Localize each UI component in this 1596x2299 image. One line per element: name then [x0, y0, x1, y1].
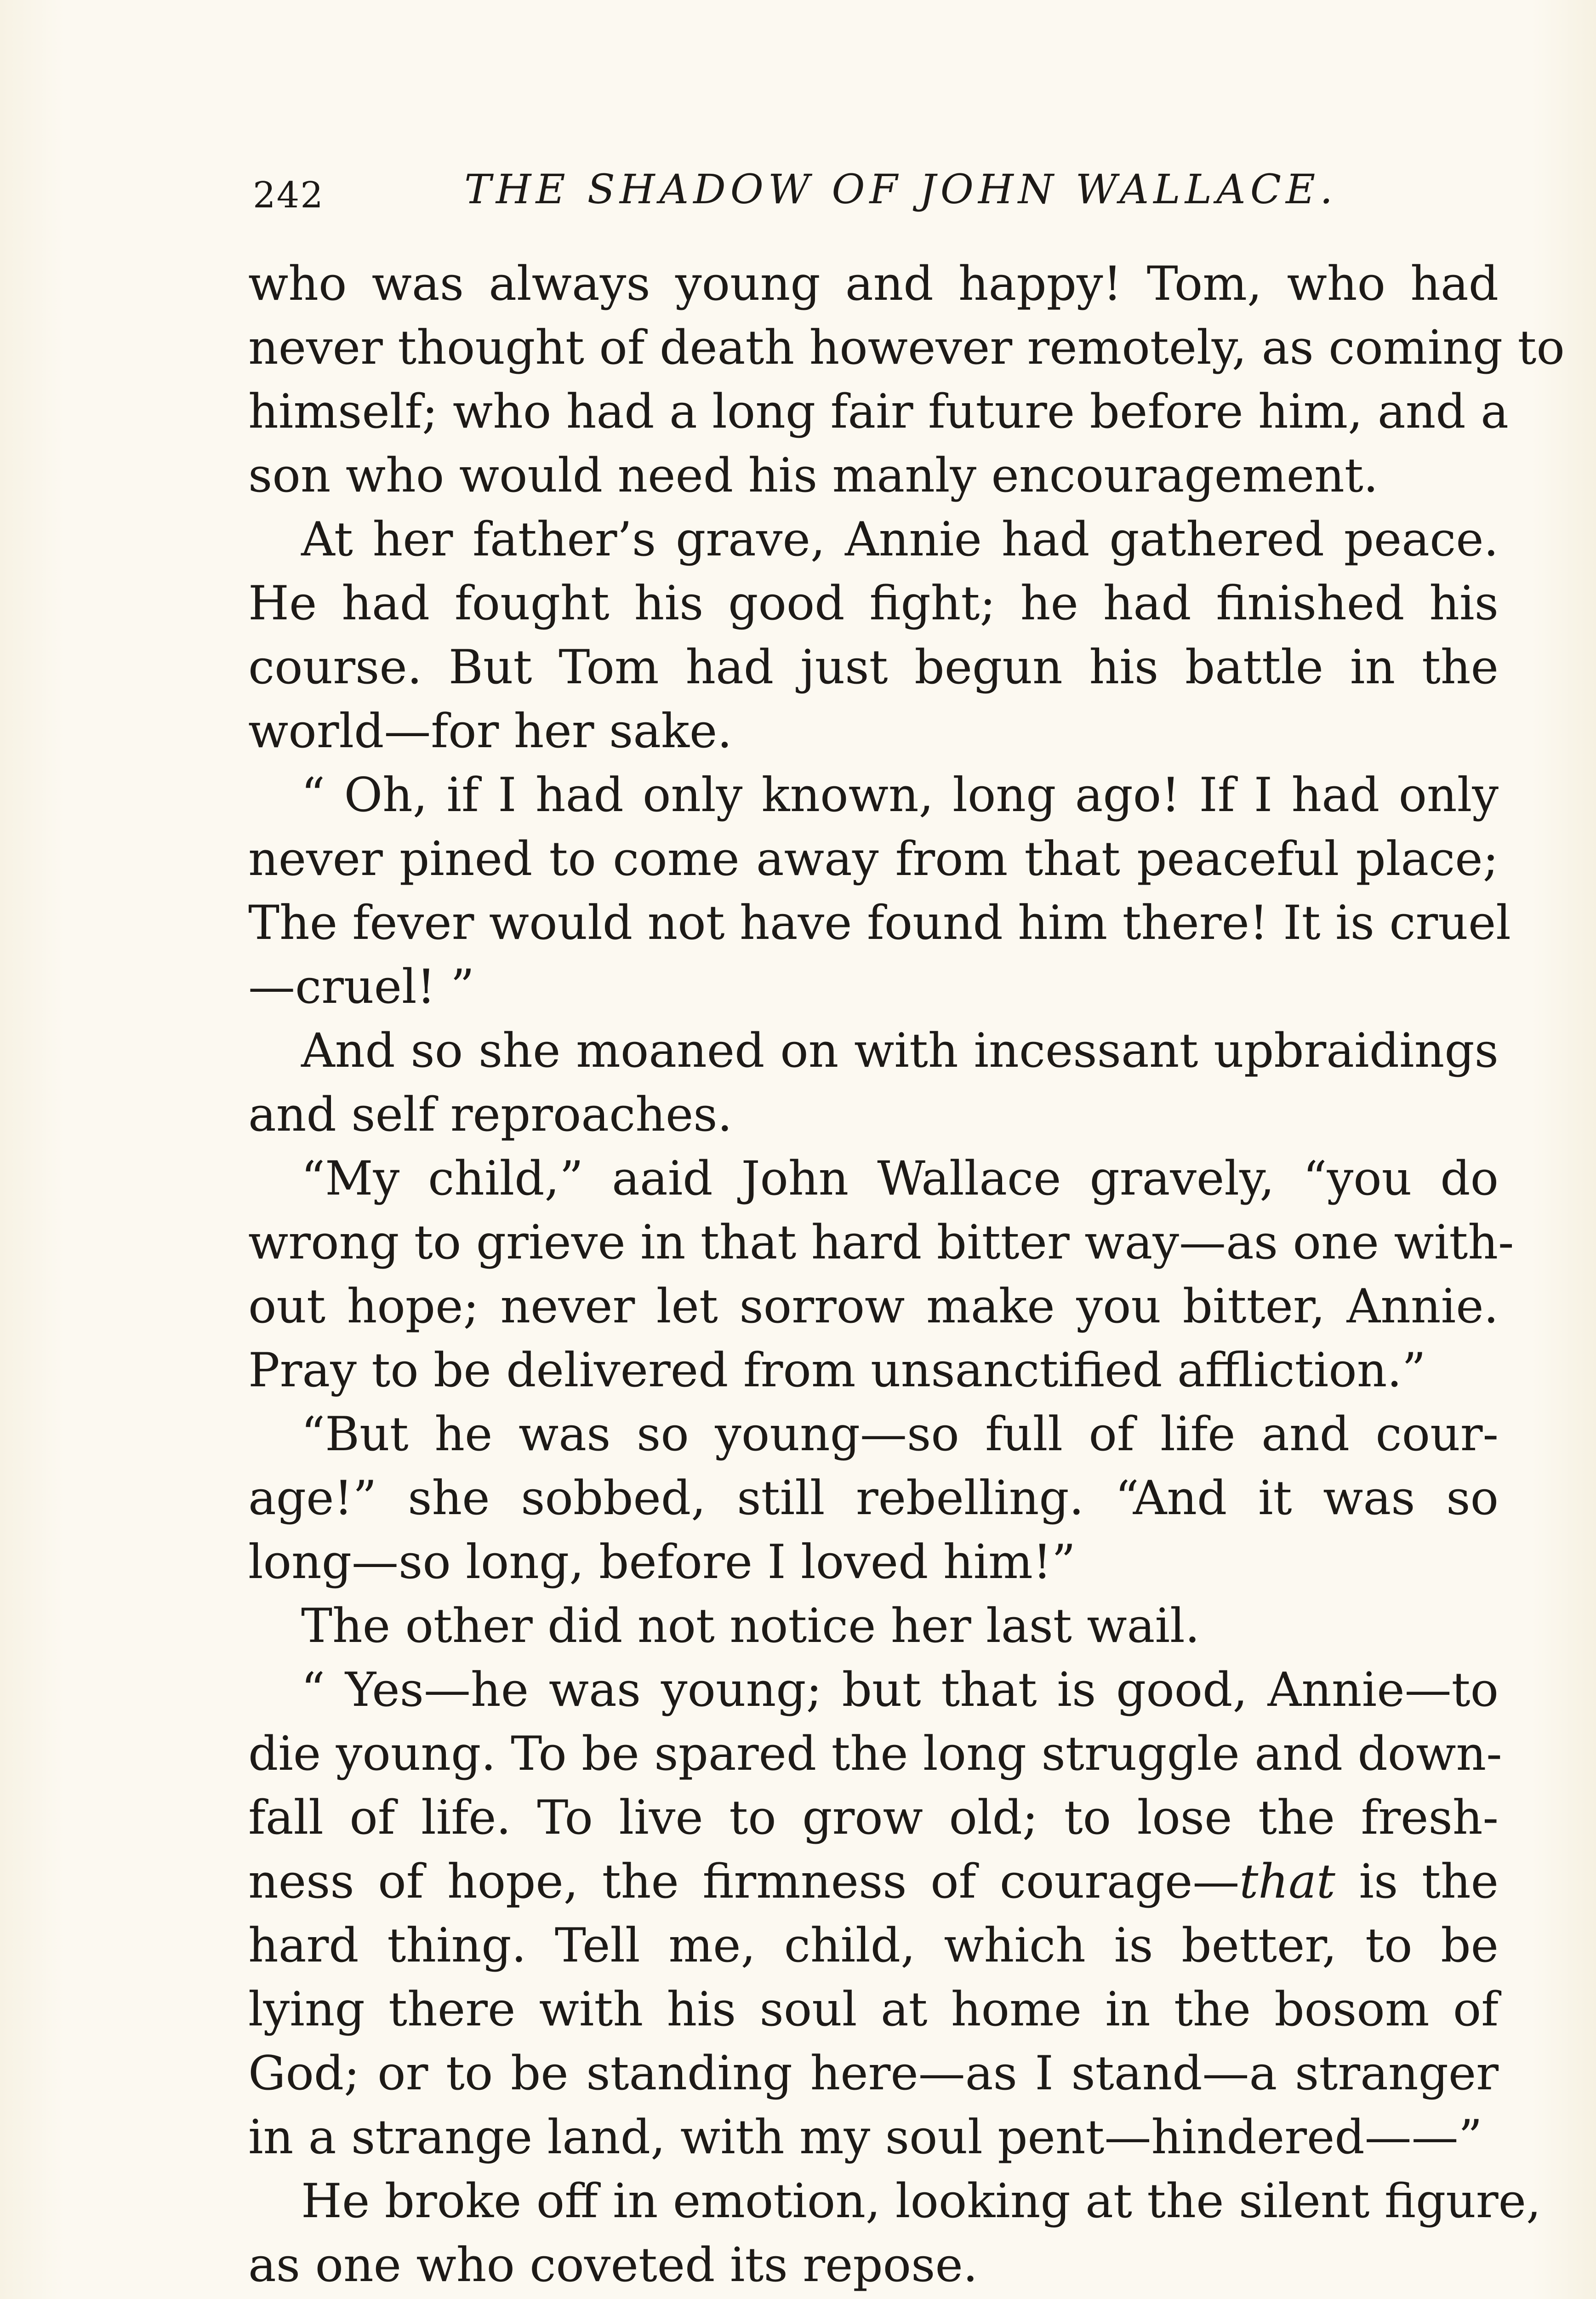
text-line: age!” she sobbed, still rebelling. “And it was so — [248, 1471, 1499, 1526]
text-line: He had fought his good fight; he had finished his — [248, 576, 1499, 631]
text-line: God; or to be standing here—as I stand—a stranger — [248, 2046, 1499, 2101]
text-line: world—for her sake. — [248, 704, 732, 759]
text-line: —cruel! ” — [248, 960, 475, 1014]
text-line: “ Yes—he was young; but that is good, Annie—to — [301, 1663, 1499, 1717]
text-segment: is the — [1335, 1854, 1499, 1909]
text-line: never pined to come away from that peaceful place; — [248, 832, 1499, 886]
text-line: The fever would not have found him there! It is cruel — [248, 896, 1511, 950]
running-head — [253, 166, 1496, 234]
text-line: wrong to grieve in that hard bitter way—as one with- — [248, 1215, 1514, 1270]
text-line: “ Oh, if I had only known, long ago! If I had only — [301, 768, 1499, 823]
text-line: in a strange land, with my soul pent—hindered——” — [248, 2110, 1482, 2165]
text-segment: ness of hope, the firmness of courage— — [248, 1854, 1240, 1909]
text-line: And so she moaned on with incessant upbraidings — [301, 1024, 1499, 1078]
text-line: lying there with his soul at home in the bosom of — [248, 1982, 1499, 2037]
text-line: out hope; never let sorrow make you bitter, Annie. — [248, 1279, 1499, 1334]
text-line: The other did not notice her last wail. — [301, 1599, 1200, 1653]
text-line: long—so long, before I loved him!” — [248, 1535, 1076, 1590]
text-line: He broke off in emotion, looking at the silent figure, — [301, 2174, 1541, 2229]
text-line: “But he was so young—so full of life and cour- — [301, 1407, 1499, 1462]
text-line: son who would need his manly encouragement. — [248, 448, 1379, 503]
text-line: never thought of death however remotely, as coming to — [248, 320, 1565, 375]
text-line: die young. To be spared the long struggle and down- — [248, 1727, 1502, 1781]
running-title: THE SHADOW OF JOHN WALLACE. — [464, 166, 1338, 213]
text-line: At her father’s grave, Annie had gathered peace. — [301, 512, 1499, 567]
page-number: 242 — [253, 175, 324, 216]
text-line: who was always young and happy! Tom, who had — [248, 257, 1499, 311]
text-line: fall of life. To live to grow old; to lose the fresh- — [248, 1790, 1499, 1845]
text-line-mixed — [248, 1850, 1499, 1914]
text-line: as one who coveted its repose. — [248, 2238, 978, 2293]
body-text — [248, 252, 1565, 2297]
text-line: course. But Tom had just begun his battle in the — [248, 640, 1499, 695]
text-line: “My child,” aaid John Wallace gravely, “you do — [301, 1151, 1499, 1206]
text-line: and self reproaches. — [248, 1087, 733, 1142]
emphasized-word: that — [1239, 1854, 1335, 1909]
text-line: Pray to be delivered from unsanctified affliction.” — [248, 1343, 1426, 1398]
text-line: hard thing. Tell me, child, which is better, to be — [248, 1918, 1499, 1973]
text-line: himself; who had a long fair future before him, and a — [248, 384, 1509, 439]
